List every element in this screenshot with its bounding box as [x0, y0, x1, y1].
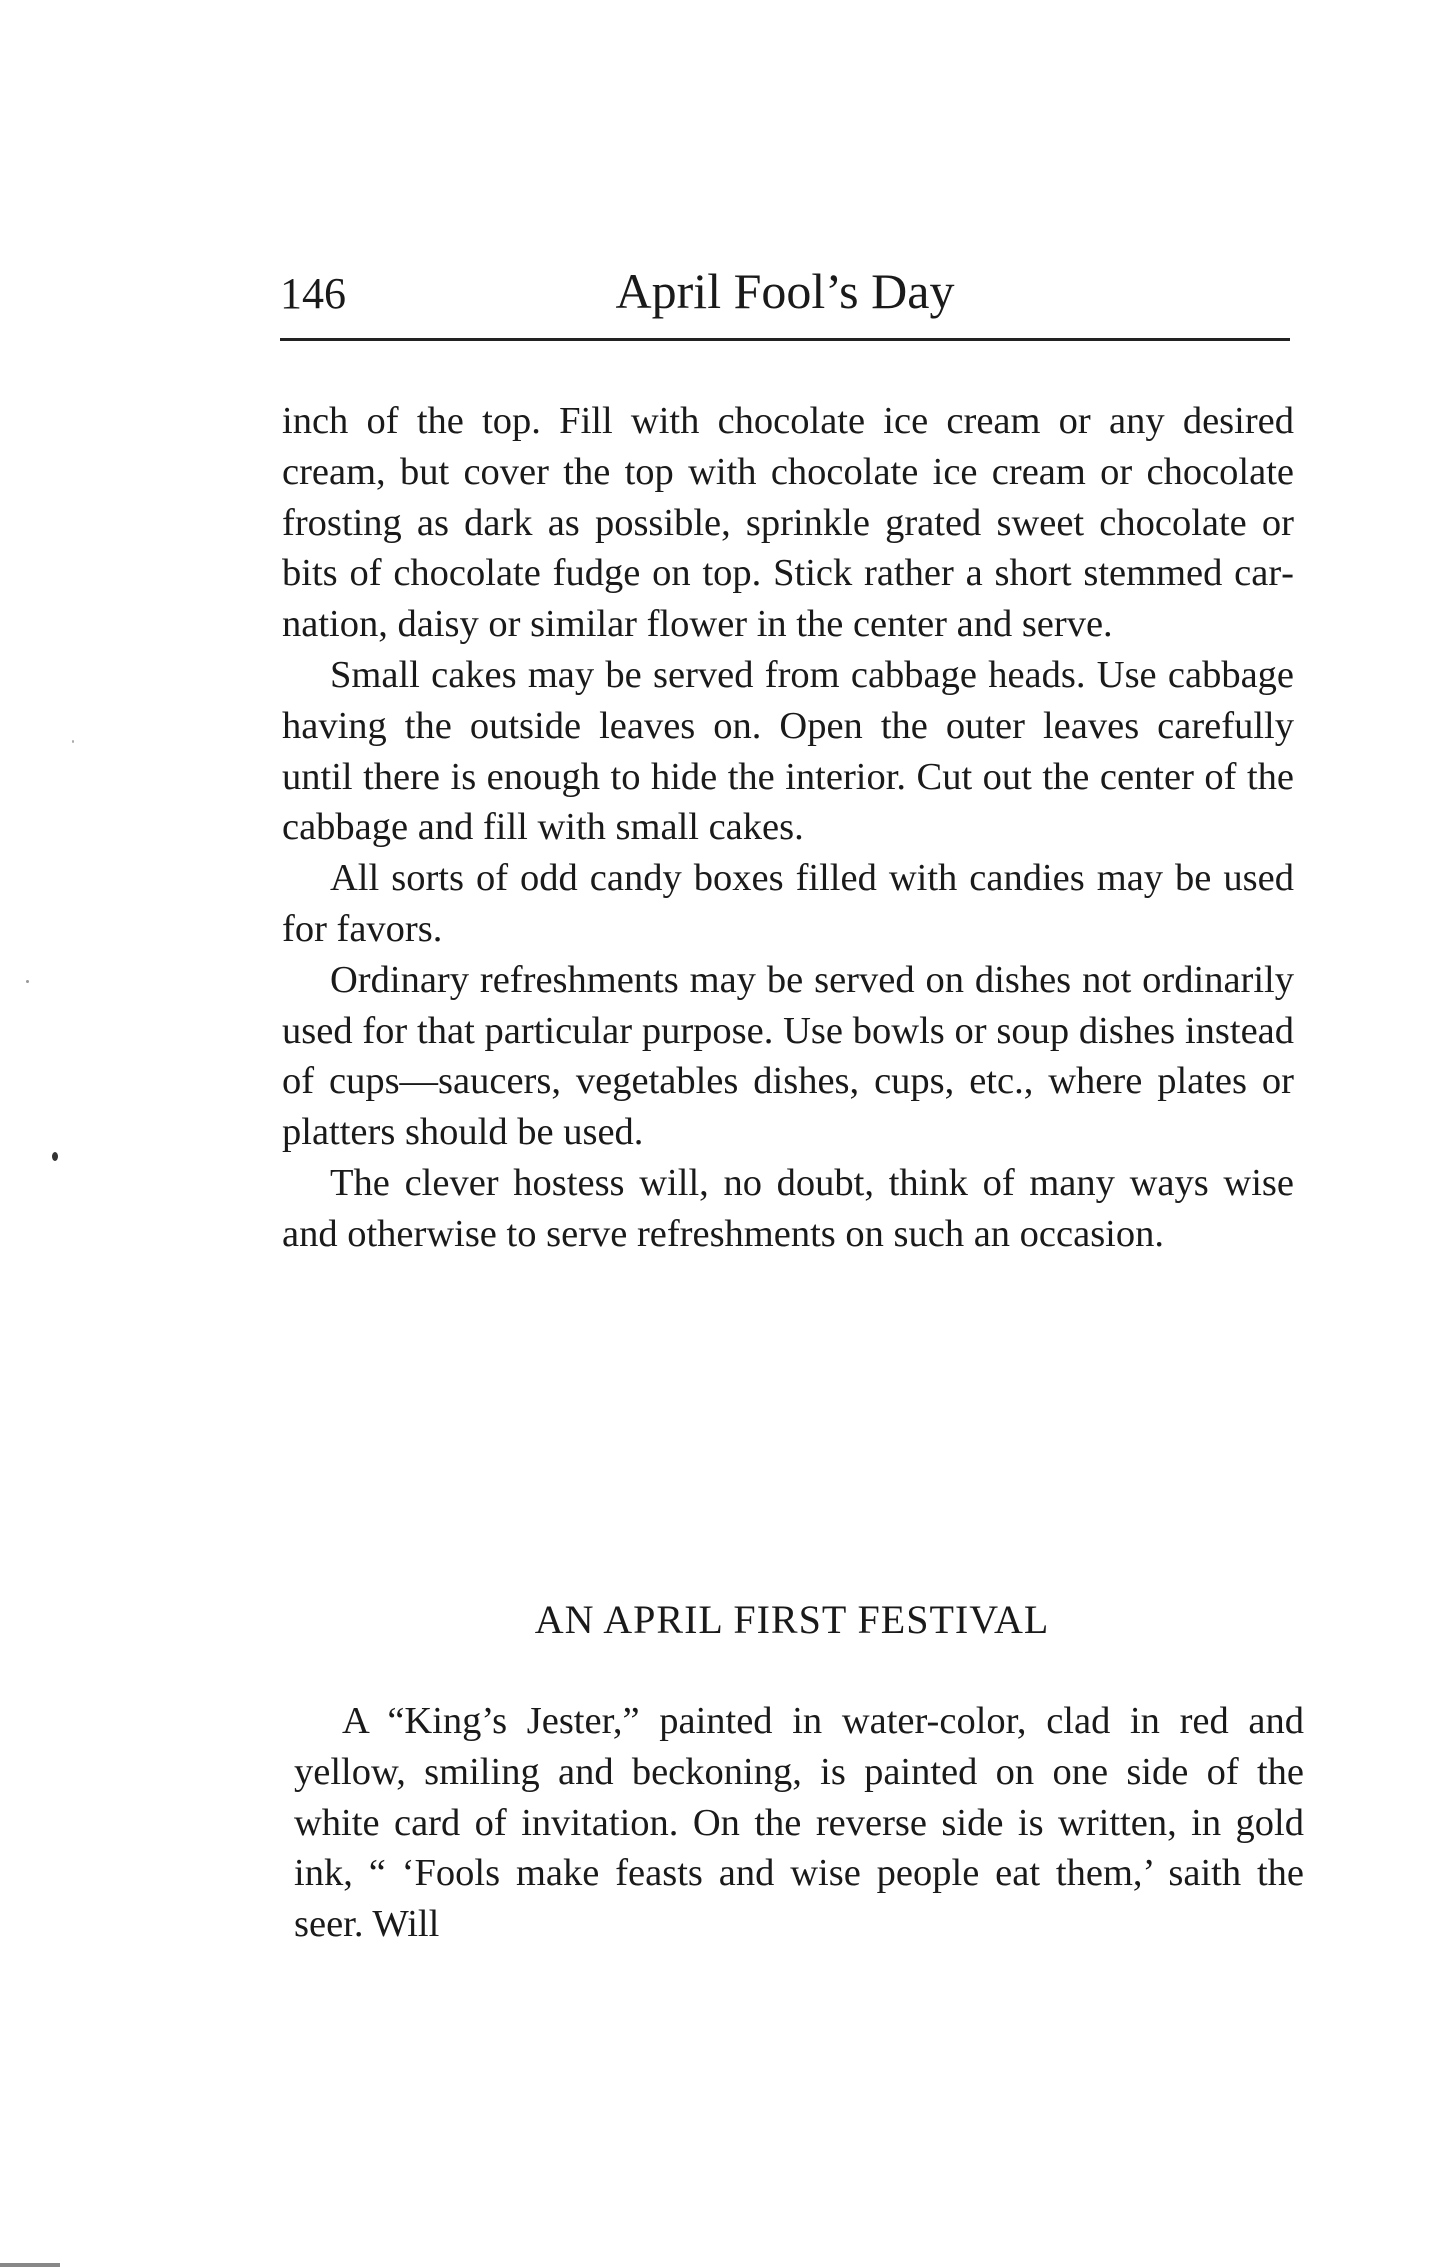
- section-heading: AN APRIL FIRST FESTIVAL: [534, 1597, 1050, 1642]
- paragraph-ordinary-refreshments: Ordinary refreshments may be served on dishes not ordinarily used for that particular purpose. Use bowls or soup dishes instead of cups—saucers, vegetables dishes, cups, etc., where plates or platters should be used.: [282, 958, 1294, 1154]
- page-edge: [0, 2263, 60, 2267]
- paragraph-clever-hostess: The clever hostess will, no doubt, think of many ways wise and otherwise to serve refreshments on such an occasion.: [282, 1161, 1294, 1255]
- paragraph-kings-jester: A “King’s Jester,” painted in water-color, clad in red and yellow, smiling and beckoning, is painted on one side of the white card of invitation. On the reverse side is written, in gold ink, “ ‘Fools make feasts and wise people eat them,’ saith the seer. Will: [294, 1700, 1304, 1946]
- running-title: April Fool’s Day: [615, 263, 955, 319]
- body-text: [282, 396, 1294, 1260]
- paragraph-cabbage-cakes: Small cakes may be served from cabbage heads. Use cabbage having the outside leaves on. Open the outer leaves carefully until there is enough to hide the interior. Cut out the center of the cabbage and fill with small cakes.: [282, 653, 1294, 849]
- print-speck: [26, 980, 29, 983]
- running-header: [280, 258, 1290, 341]
- paragraph-continued: inch of the top. Fill with chocolate ice cream or any desired cream, but cover the top with chocolate ice cream or chocolate frosting as dark as possible, sprinkle grated sweet chocolate or bits of chocolate fudge on top. Stick rather a short stemmed carnation, daisy or similar flower in the center and serve.: [282, 400, 1294, 646]
- section-text: [294, 1696, 1304, 1950]
- print-speck: [52, 1152, 58, 1161]
- page-number: 146: [280, 269, 346, 318]
- paragraph-candy-boxes: All sorts of odd candy boxes filled with candies may be used for favors.: [282, 857, 1294, 950]
- print-speck: [72, 740, 74, 743]
